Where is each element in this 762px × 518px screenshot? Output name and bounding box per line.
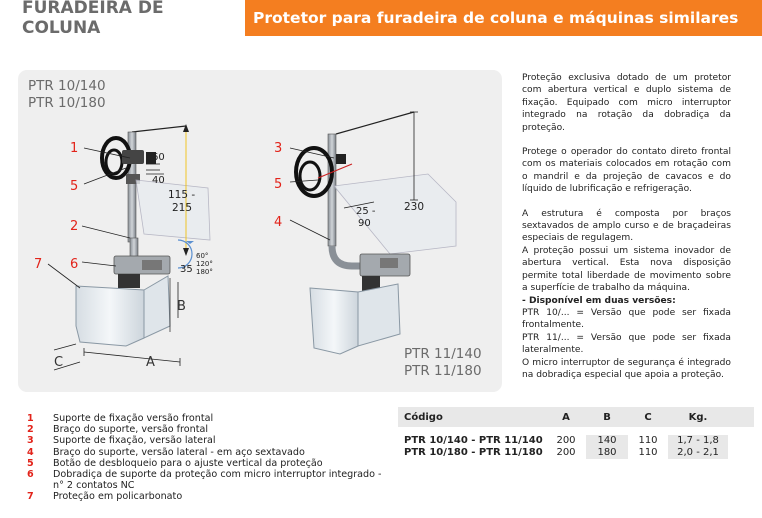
header-title-area (0, 0, 245, 36)
model-label-ptr11 (404, 346, 482, 380)
desc-versions-heading: - Disponível em duas versões: (522, 295, 676, 306)
dim-215: 215 (172, 202, 193, 214)
angle-120: 120° (196, 260, 213, 268)
desc-paragraph: Protege o operador do contato direto frontal com os materiais colocados em rotação com o mandril e da projeção de cavacos e do líquido de lubrificação e refrigeração. (522, 147, 731, 195)
col-a (546, 435, 586, 459)
product-illustration (18, 70, 502, 392)
desc-version-11: PTR 11/... = Versão que pode ser fixada lateralmente. (522, 332, 731, 356)
dim-b: B (177, 299, 186, 314)
dim-25: 25 - (356, 206, 376, 217)
table-cell: 110 (638, 435, 658, 446)
col-kg (668, 435, 728, 459)
table-cell: PTR 10/180 - PTR 11/180 (404, 447, 543, 458)
dim-40: 40 (152, 175, 165, 186)
legend-item: 1 Suporte de fixação versão frontal (27, 413, 214, 424)
model-ptr11-140: PTR 11/140 (404, 346, 482, 362)
angle-180: 180° (196, 268, 213, 276)
header-a: A (562, 411, 570, 423)
dim-90: 90 (358, 218, 371, 229)
model-ptr10-140: PTR 10/140 (28, 78, 106, 94)
table-cell: 180 (597, 447, 617, 458)
callout-left-1: 1 (70, 141, 79, 156)
header-subtitle-bar (245, 0, 762, 36)
header-kg: Kg. (688, 411, 708, 423)
table-cell: 200 (556, 435, 576, 446)
legend-item: 5 Botão de desbloqueio para o ajuste vertical da proteção (27, 457, 323, 469)
table-cell: 140 (597, 435, 617, 446)
header-title: FURADEIRA DE COLUNA (22, 0, 164, 38)
desc-version-10: PTR 10/... = Versão que pode ser fixada frontalmente. (522, 307, 731, 331)
angle-60: 60° (196, 252, 209, 260)
callout-right-5: 5 (274, 177, 283, 192)
spec-table-header (398, 407, 754, 427)
table-cell: 1,7 - 1,8 (677, 435, 719, 446)
dim-115: 115 - (168, 189, 196, 201)
dim-c: C (54, 355, 64, 370)
header-b: B (603, 411, 611, 423)
header-c: C (644, 411, 652, 423)
col-codigo (398, 435, 546, 459)
callout-left-7: 7 (34, 257, 43, 272)
dim-a: A (146, 355, 155, 370)
header-codigo: Código (404, 411, 443, 423)
legend-item: 4 Braço do suporte, versão lateral - em aço sextavado (27, 446, 305, 458)
desc-paragraph: Proteção exclusiva dotado de um protetor com abertura vertical e duplo sistema de fixação. Equipado com micro interruptor integrado na rotação da dobradiça da proteção. (522, 73, 731, 133)
col-c (628, 435, 668, 459)
desc-paragraph: O micro interruptor de segurança é integrado na dobradiça especial que apoia a proteção. (522, 357, 731, 380)
dim-230: 230 (404, 201, 425, 213)
ptr10-guard (48, 124, 210, 370)
table-cell: PTR 10/140 - PTR 11/140 (404, 435, 543, 446)
legend-item: 3 Suporte de fixação, versão lateral (27, 435, 216, 447)
legend-item: 7 Proteção em policarbonato (27, 491, 183, 503)
spec-table (398, 407, 754, 459)
model-ptr11-180: PTR 11/180 (404, 363, 482, 379)
callout-left-5: 5 (70, 179, 79, 194)
desc-paragraph: A proteção possui um sistema inovador de abertura vertical. Esta nova disposição permite total liberdade de movimento sobre a superfície de trabalho da máquina. (522, 245, 731, 294)
table-cell: 2,0 - 2,1 (677, 447, 719, 458)
model-label-ptr10 (28, 78, 106, 112)
dim-60: 60 (152, 152, 165, 163)
parts-legend (27, 413, 387, 503)
header-subtitle: Protetor para furadeira de coluna e máquinas similares (253, 9, 739, 27)
spec-table-body (398, 427, 754, 459)
product-description (522, 72, 731, 381)
model-ptr10-180: PTR 10/180 (28, 95, 106, 111)
table-cell: 110 (638, 447, 658, 458)
ptr11-guard (290, 112, 456, 354)
product-figure (18, 70, 502, 392)
legend-item: 6 Dobradiça de suporte da proteção com micro interruptor integrado - n° 2 contatos NC (27, 469, 382, 492)
callout-right-4: 4 (274, 215, 283, 230)
table-cell: 200 (556, 447, 576, 458)
callout-left-6: 6 (70, 257, 79, 272)
col-b (586, 435, 628, 459)
callout-right-3: 3 (274, 141, 283, 156)
page-header (0, 0, 762, 36)
desc-paragraph: A estrutura é composta por braços sextavados de amplo curso e de braçadeiras especiais de regulagem. (522, 208, 731, 244)
callout-left-2: 2 (70, 219, 79, 234)
dim-35: 35 (180, 264, 193, 275)
legend-item: 2 Braço do suporte, versão frontal (27, 424, 209, 436)
